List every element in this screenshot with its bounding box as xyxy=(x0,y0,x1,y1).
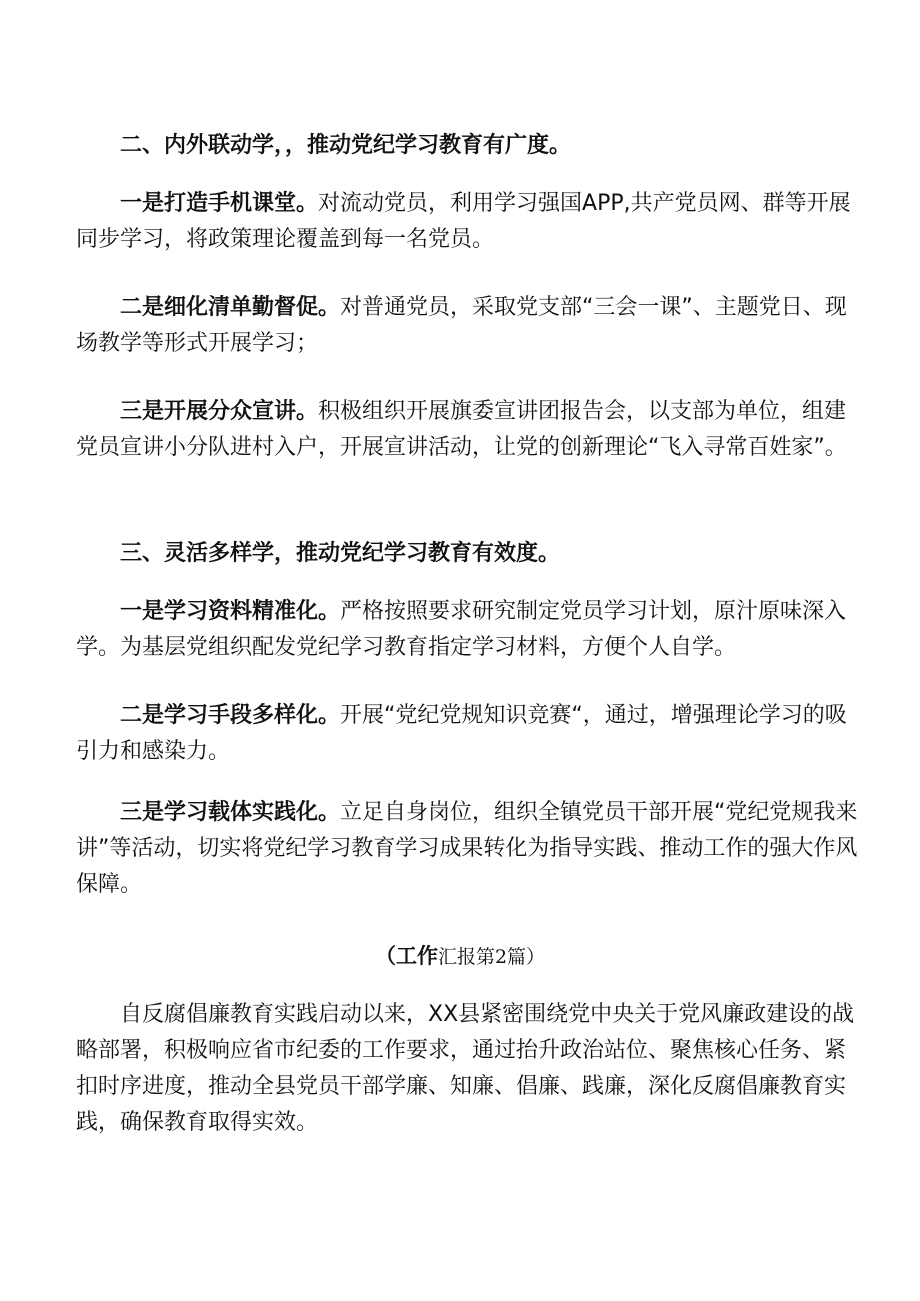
report-part-title xyxy=(0,938,920,975)
paragraph-lead: 二是细化清单勤督促。 xyxy=(120,295,341,320)
paragraph-lead: 二是学习手段多样化。 xyxy=(120,703,341,728)
paragraph-lead: 一是打造手机课堂。 xyxy=(120,191,319,216)
paragraph-methods xyxy=(76,698,866,770)
title-open-paren: （ xyxy=(374,944,396,968)
paragraph-body: 严格按照要求研究制定党员学习计划，原汁原味深入学。为基层党组织配发党纪学习教育指定学习材料，方便个人自学。 xyxy=(76,599,847,660)
section-heading-2: 二、内外联动学，，推动党纪学习教育有广度。 xyxy=(120,133,572,158)
paragraph-intro: 自反腐倡廉教育实践启动以来，XX县紧密围绕党中央关于党风廉政建设的战略部署，积极响应省市纪委的工作要求，通过抬升政治站位、聚焦核心任务、紧扣时序进度，推动全县党员干部学廉、知廉、倡廉、践廉，深化反腐倡廉教育实践，确保教育取得实效。 xyxy=(76,1002,855,1135)
section-heading-3: 三、灵活多样学，推动党纪学习教育有效度。 xyxy=(120,541,561,566)
paragraph-body: 立足自身岗位，组织全镇党员干部开展“党纪党规我来讲”等活动，切实将党纪学习教育学习成果转化为指导实践、推动工作的强大作风保障。 xyxy=(76,800,858,897)
paragraph-checklist xyxy=(76,290,866,362)
paragraph-body: 对流动党员，利用学习强国APP,共产党员网、群等开展同步学习，将政策理论覆盖到每一名党员。 xyxy=(76,191,851,252)
paragraph-lectures xyxy=(76,394,866,466)
paragraph-practice xyxy=(76,795,866,903)
paragraph-body: 对普通党员，采取党支部“三会一课”、主题党日、现场教学等形式开展学习； xyxy=(76,295,847,356)
paragraph-lead: 三是学习载体实践化。 xyxy=(120,800,341,825)
paragraph-lead: 一是学习资料精准化。 xyxy=(120,599,341,624)
paragraph-materials xyxy=(76,594,866,666)
paragraph-body: 开展“党纪党规知识竞赛“，通过，增强理论学习的吸引力和感染力。 xyxy=(76,703,847,764)
paragraph-body: 积极组织开展旗委宣讲团报告会，以支部为单位，组建党员宣讲小分队进村入户，开展宣讲活动，让党的创新理论“飞入寻常百姓家”。 xyxy=(76,399,847,460)
title-rest-text: 汇报第2篇） xyxy=(437,946,546,968)
title-bold-text: 工作 xyxy=(395,944,438,968)
paragraph-mobile-classroom xyxy=(76,186,866,258)
paragraph-lead: 三是开展分众宣讲。 xyxy=(120,399,319,424)
